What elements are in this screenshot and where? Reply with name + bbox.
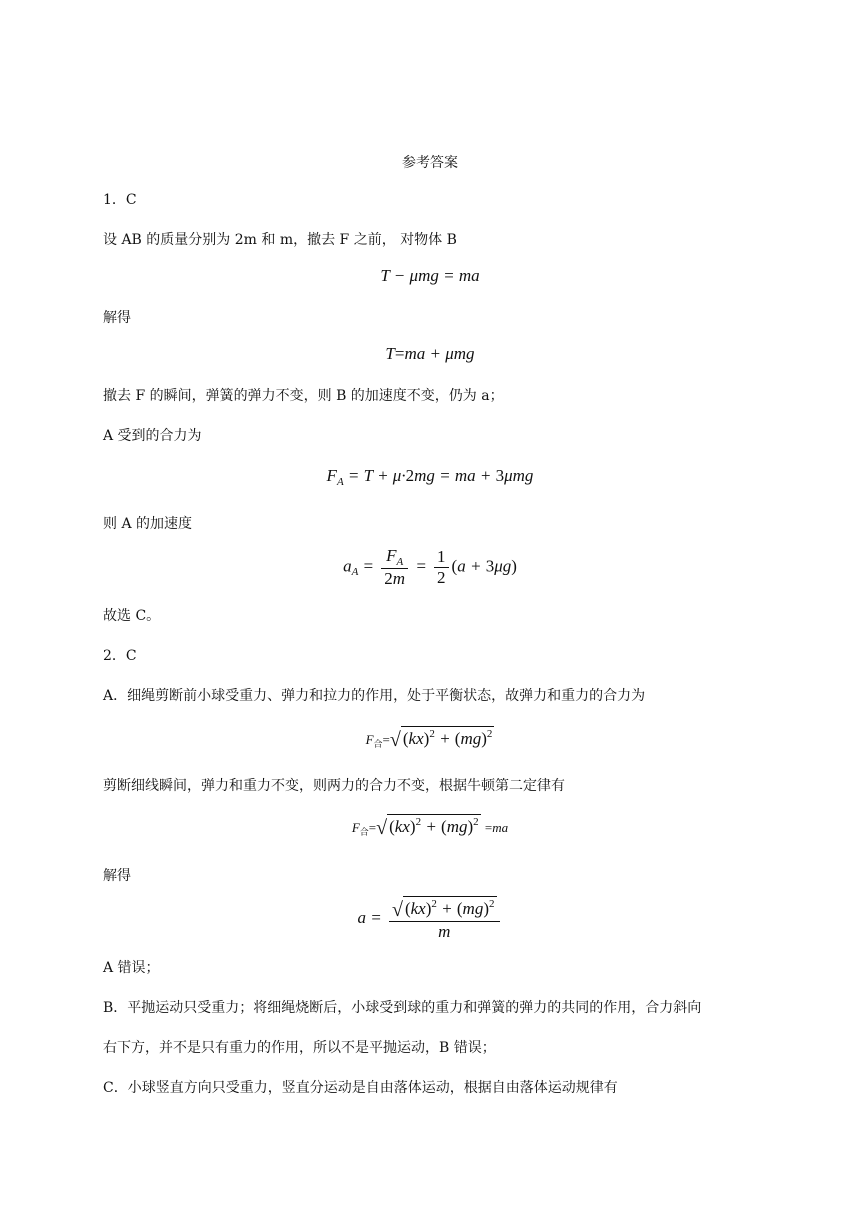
q1-equation-2: T=ma + μmg: [385, 344, 475, 363]
q2-equation-1: F合=√ (kx)$^2$ + (mg)$^2$: [365, 728, 493, 751]
q1-accel-label: 则 A 的加速度: [103, 516, 193, 532]
q1-removal-text: 撤去 F 的瞬间，弹簧的弹力不变，则 B 的加速度不变，仍为 a；: [103, 388, 504, 404]
q2-newton-law-text: 剪断细线瞬间，弹力和重力不变，则两力的合力不变，根据牛顿第二定律有: [103, 778, 565, 794]
q1-equation-4: $a_A$ = $\frac{F_A}{2m}$ = $\frac{1}{2}$ (a + 3μg): [343, 546, 517, 588]
q2-option-a-text: A．细绳剪断前小球受重力、弹力和拉力的作用，处于平衡状态，故弹力和重力的合力为: [103, 688, 646, 704]
q2-option-c-text: C．小球竖直方向只受重力，竖直分运动是自由落体运动，根据自由落体运动规律有: [103, 1080, 618, 1096]
q1-net-force-label: A 受到的合力为: [103, 428, 202, 444]
q1-setup-text: 设 AB 的质量分别为 2m 和 m，撤去 F 之前， 对物体 B: [103, 232, 457, 248]
q2-equation-2: F合=√ (kx)$^2$ + (mg)$^2$ =ma: [351, 816, 509, 839]
q2-option-b-line-2: 右下方，并不是只有重力的作用，所以不是平抛运动，B 错误；: [103, 1040, 496, 1056]
page-title: 参考答案: [402, 155, 458, 171]
q1-equation-3: $F_A = T + \mu\cdot 2mg$ = ma + 3μmg: [326, 466, 534, 488]
q2-answer-label: 2．C: [103, 648, 137, 664]
q1-conclusion: 故选 C。: [103, 608, 161, 624]
q2-solve-label: 解得: [103, 868, 131, 884]
q2-equation-3: a = $\frac{√ (kx)^2 + (mg)^2}{m}$: [0, 896, 860, 942]
q1-answer-label: 1．C: [103, 192, 137, 208]
q1-equation-1: T − μmg = ma: [380, 266, 480, 285]
q1-solve-label: 解得: [103, 310, 131, 326]
q2-a-verdict: A 错误；: [103, 960, 160, 976]
q2-option-b-line-1: B．平抛运动只受重力；将细绳烧断后，小球受到球的重力和弹簧的弹力的共同的作用，合力斜向: [103, 1000, 702, 1016]
